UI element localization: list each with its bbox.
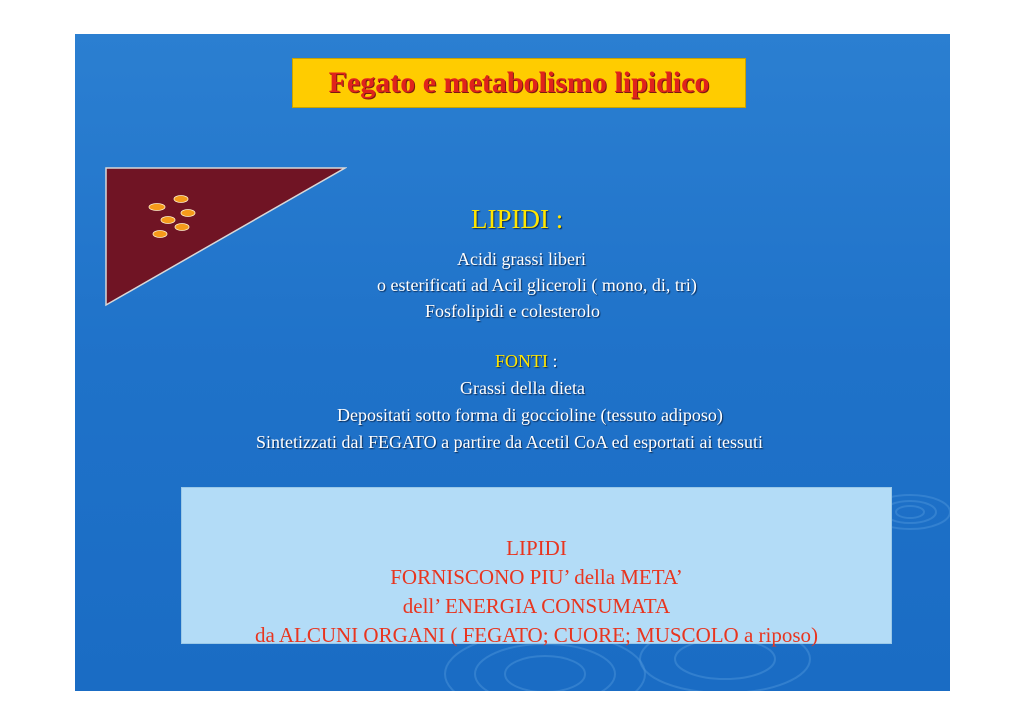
fonti-colon: : — [548, 351, 558, 371]
slide — [75, 34, 950, 691]
liver-cell-triangle — [105, 167, 347, 307]
fonti-label: FONTI — [495, 351, 548, 371]
info-box-line-1: LIPIDI — [506, 536, 567, 560]
lipidi-line-1: Acidi grassi liberi — [457, 249, 586, 269]
lipidi-heading: LIPIDI : — [471, 204, 564, 234]
lipidi-line-3: Fosfolipidi e colesterolo — [425, 301, 600, 321]
fonti-heading — [495, 351, 558, 372]
title-box — [292, 58, 746, 108]
info-box-line-4: da ALCUNI ORGANI ( FEGATO; CUORE; MUSCOLO a riposo) — [254, 623, 819, 647]
slide-title: Fegato e metabolismo lipidico — [328, 66, 710, 99]
fonti-line-3: Sintetizzati dal FEGATO a partire da Acetil CoA ed esportati ai tessuti — [256, 432, 764, 452]
fonti-line-1: Grassi della dieta — [460, 378, 585, 398]
lipidi-line-2: o esterificati ad Acil gliceroli ( mono, di, tri) — [377, 275, 697, 295]
fonti-line-2: Depositati sotto forma di goccioline (tessuto adiposo) — [337, 405, 723, 425]
info-box-line-2: FORNISCONO PIU’ della META’ — [390, 565, 683, 589]
info-box-line-3: dell’ ENERGIA CONSUMATA — [402, 594, 671, 618]
energy-info-box — [181, 487, 892, 647]
